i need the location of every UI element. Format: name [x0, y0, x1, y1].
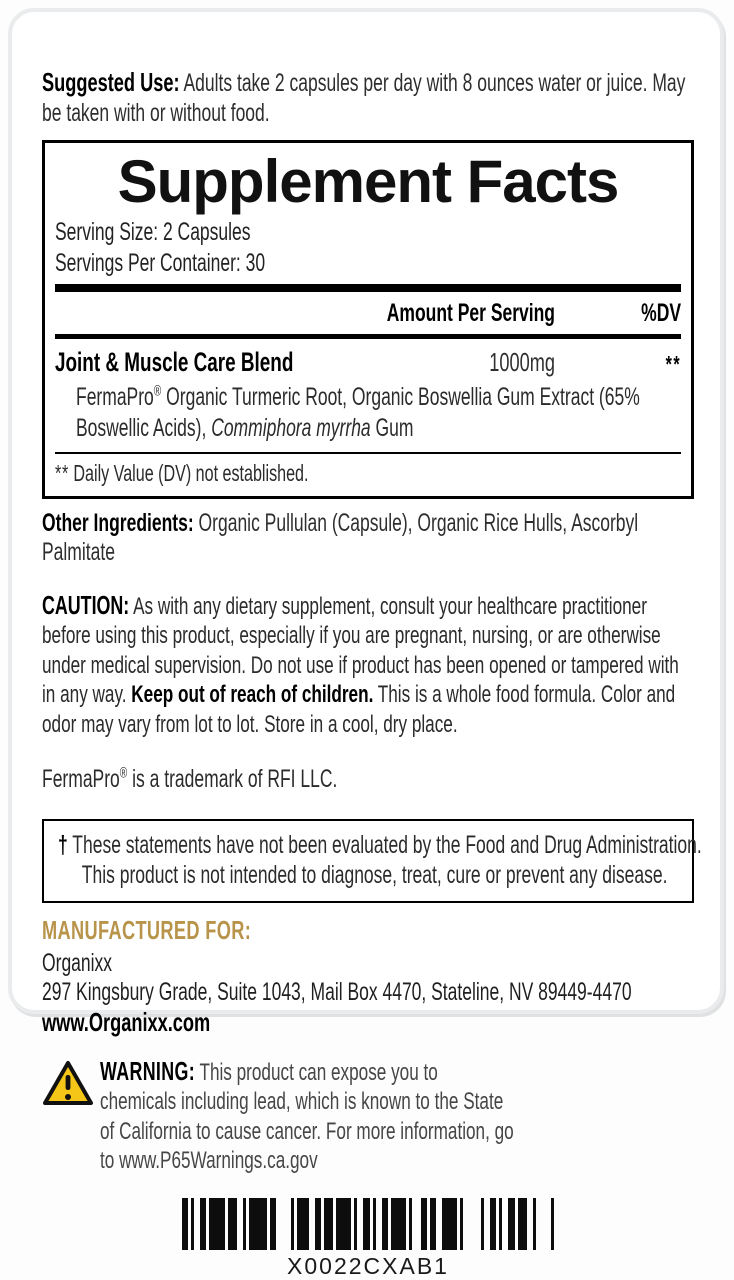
- trademark-brand: FermaPro: [42, 764, 120, 793]
- registered-mark: ®: [153, 383, 162, 400]
- warning-triangle-icon: [42, 1060, 94, 1106]
- caution-text-2: This is a whole food formula. Color and odor may vary from lot to lot. Store in a cool, dry place.: [42, 681, 676, 738]
- label-card: [8, 8, 724, 1279]
- barcode: [42, 1198, 694, 1280]
- dv-footnote-text: Daily Value (DV) not established.: [73, 460, 309, 486]
- blend-row: [55, 339, 681, 380]
- suggested-use: [42, 67, 694, 128]
- dv-footnote-mark: **: [55, 460, 69, 486]
- servings-per-container: Servings Per Container: 30: [55, 249, 266, 277]
- amount-per-serving-header: Amount Per Serving: [386, 299, 556, 327]
- barcode-bars: [182, 1198, 554, 1250]
- prop65-warning: [42, 1058, 694, 1176]
- blend-amount: 1000mg: [489, 347, 556, 377]
- divider-thick: [55, 284, 681, 292]
- supplement-facts-panel: [42, 140, 694, 499]
- dagger-symbol: †: [58, 830, 68, 859]
- warning-paragraph: [100, 1058, 516, 1176]
- disclaimer-paragraph: [58, 830, 702, 891]
- other-ingredients-label: Other Ingredients:: [42, 509, 194, 537]
- blend-latin-name: Commiphora myrrha: [211, 414, 371, 442]
- facts-header-row: [55, 292, 681, 334]
- trademark-note: [42, 764, 694, 794]
- company-website: www.Organixx.com: [42, 1006, 211, 1037]
- blend-ingredients: [55, 382, 702, 444]
- manufactured-for-section: [42, 915, 694, 1038]
- warning-label: WARNING:: [100, 1057, 196, 1086]
- barcode-text: X0022CXAB1: [287, 1252, 449, 1279]
- company-address: 297 Kingsbury Grade, Suite 1043, Mail Box 4470, Stateline, NV 89449-4470: [42, 977, 632, 1006]
- warning-text: This product can expose you to chemicals including lead, which is known to the State of California to cause cancer. For more information, go to www.P65Warnings.ca.gov: [100, 1058, 514, 1174]
- serving-size: Serving Size: 2 Capsules: [55, 218, 251, 246]
- company-name: Organixx: [42, 948, 113, 977]
- blend-dv: **: [665, 351, 682, 377]
- caution-text-1: As with any dietary supplement, consult your healthcare practitioner before using this product, especially if you are pregnant, nursing, or are otherwise under medical supervision. Do not use if product has been opened or tampered with in any way.: [42, 592, 679, 708]
- caution-bold: Keep out of reach of children.: [131, 681, 374, 708]
- disclaimer-text: These statements have not been evaluated by the Food and Drug Administration. This product is not intended to diagnose, treat, cure or prevent any disease.: [72, 830, 702, 889]
- other-ingredients: [42, 509, 694, 567]
- blend-name: Joint & Muscle Care Blend: [55, 347, 294, 377]
- percent-dv-header: %DV: [641, 299, 682, 327]
- supplement-facts-title: Supplement Facts: [117, 148, 619, 215]
- suggested-use-text: Adults take 2 capsules per day with 8 ounces water or juice. May be taken with or without food.: [42, 69, 686, 127]
- registered-mark: ®: [119, 765, 128, 782]
- caution: [42, 592, 694, 740]
- blend-ingredients-text: Organic Turmeric Root, Organic Boswellia Gum Extract (65% Boswellic Acids),: [76, 383, 640, 442]
- other-ingredients-text: Organic Pullulan (Capsule), Organic Rice Hulls, Ascorbyl Palmitate: [42, 509, 639, 566]
- caution-label: CAUTION:: [42, 591, 130, 620]
- suggested-use-label: Suggested Use:: [42, 67, 180, 97]
- blend-brand: FermaPro: [76, 383, 154, 411]
- blend-ingredients-tail: Gum: [375, 414, 414, 442]
- disclaimer-box: [42, 819, 702, 903]
- manufactured-for-heading: MANUFACTURED FOR:: [42, 914, 252, 945]
- dv-footnote: [55, 454, 681, 488]
- trademark-text: is a trademark of RFI LLC.: [132, 764, 338, 793]
